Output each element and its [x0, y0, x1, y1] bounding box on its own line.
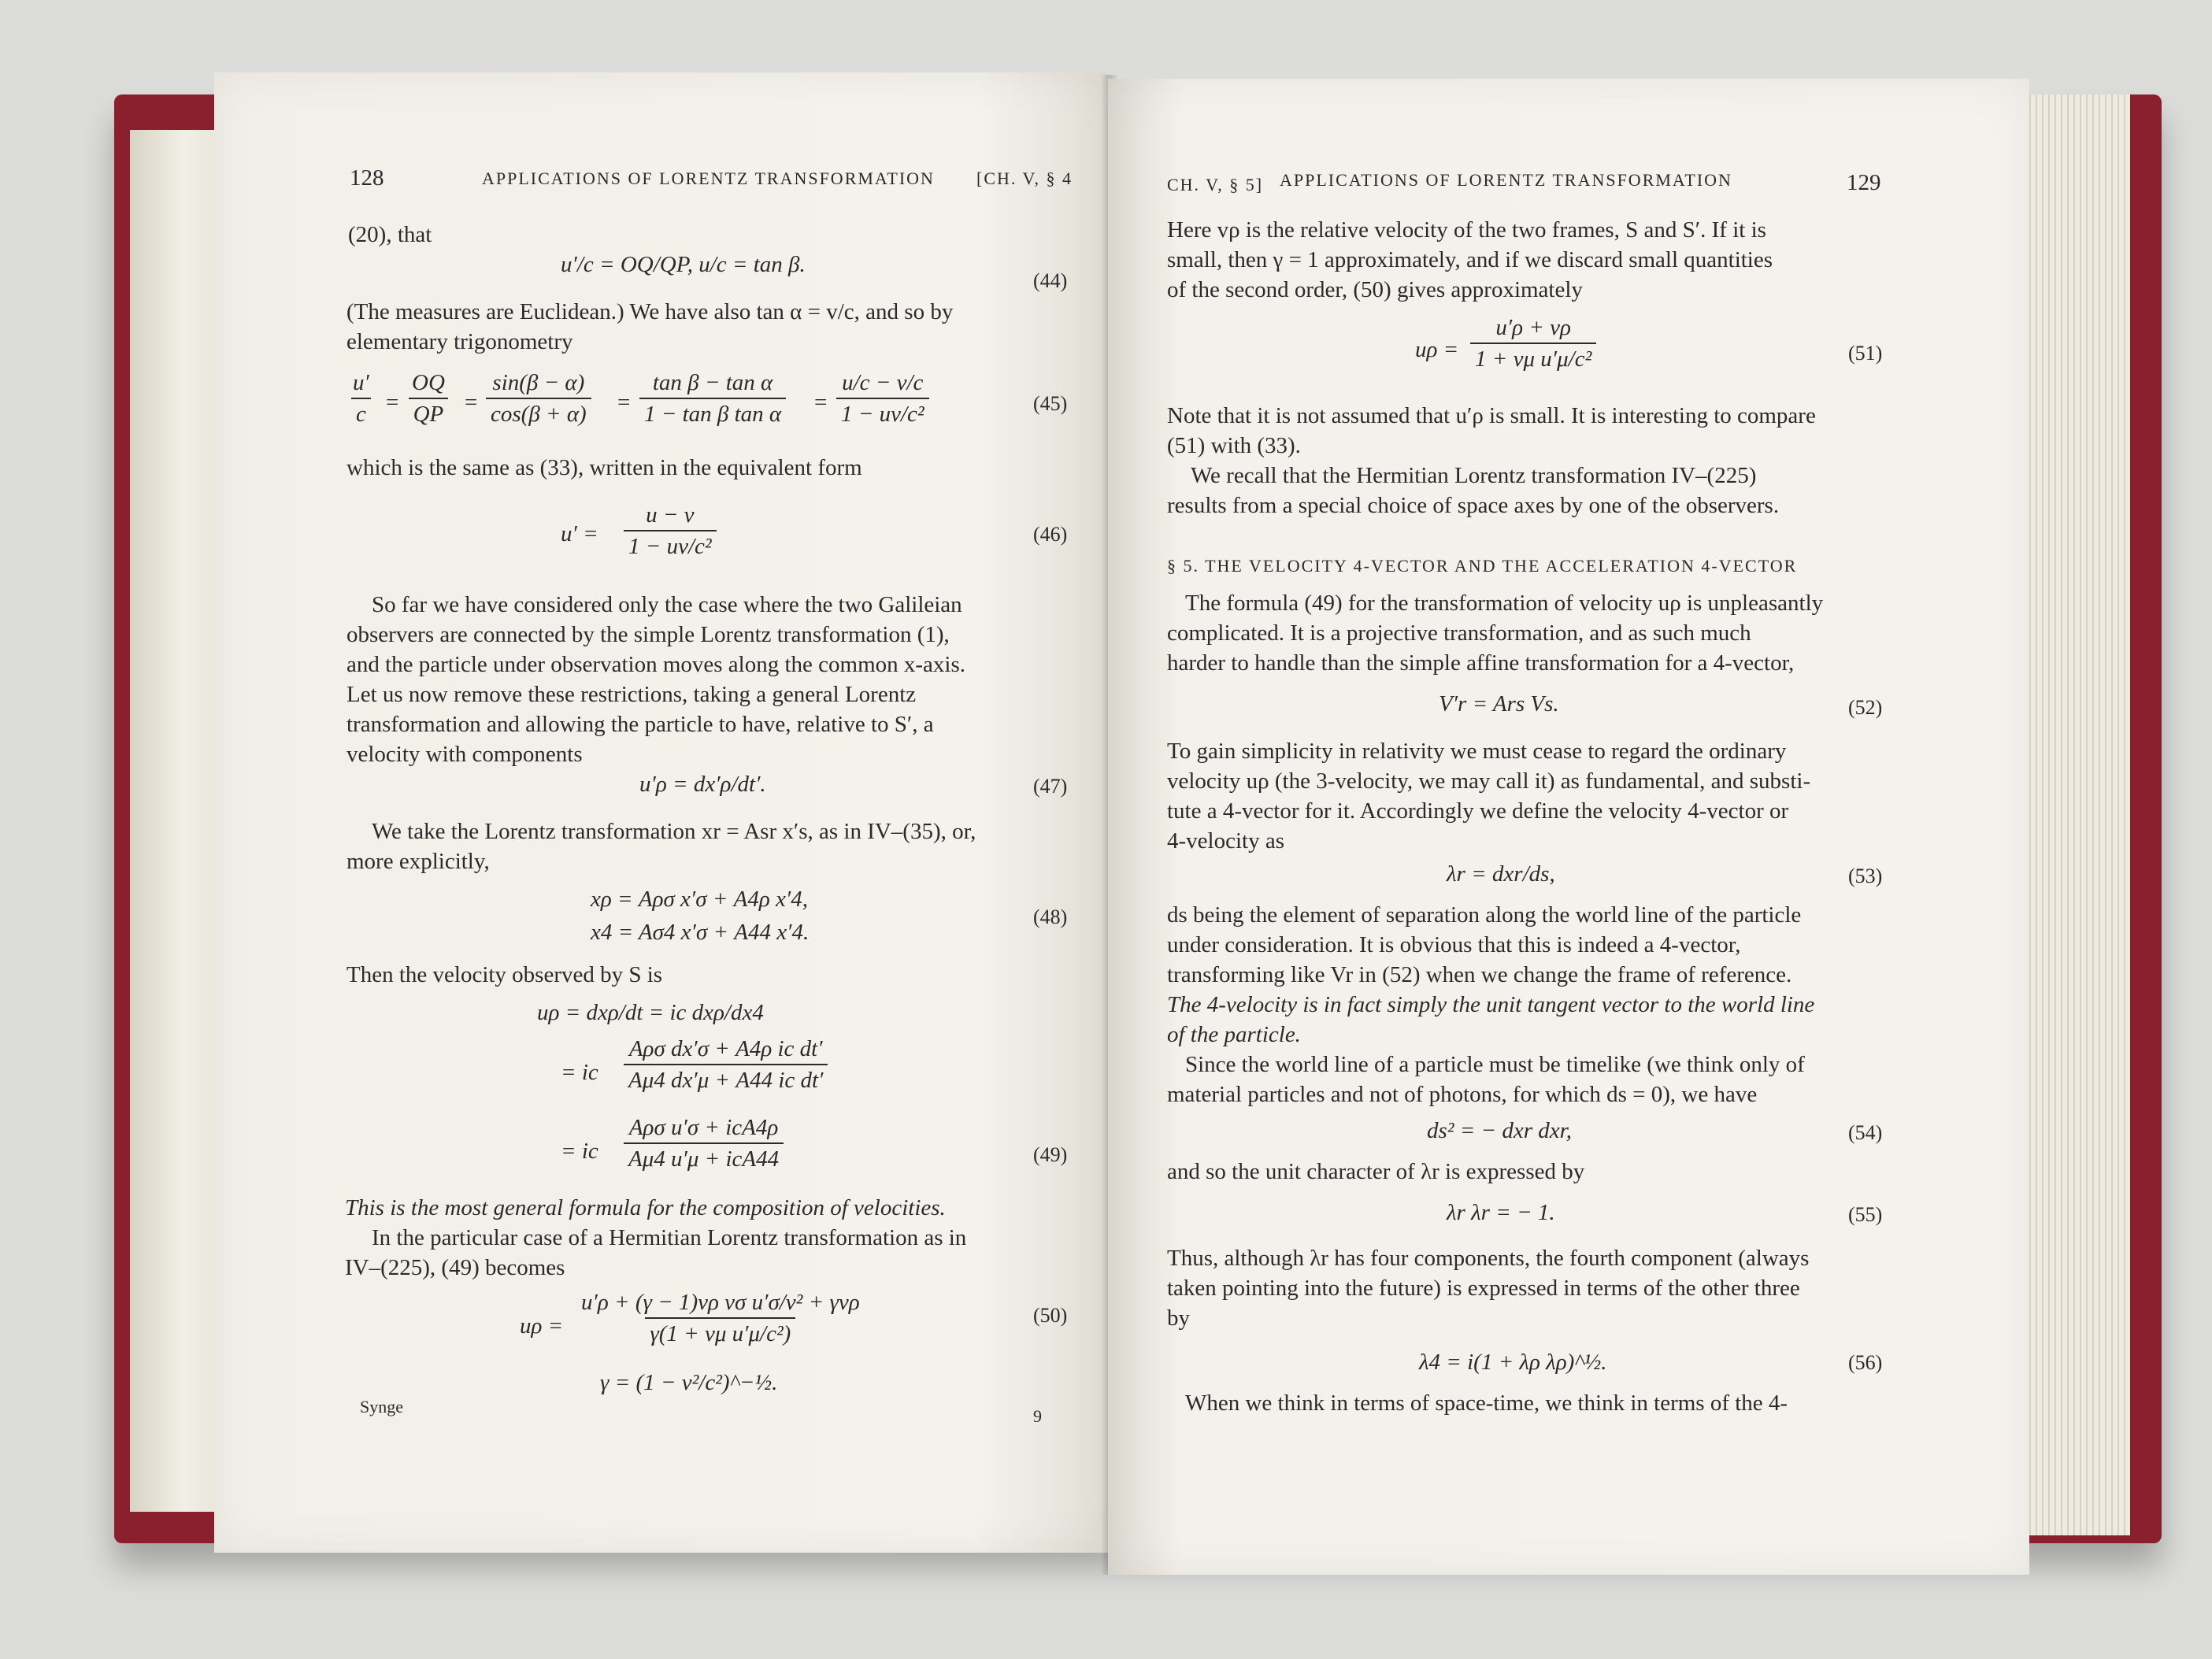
text-line: material particles and not of photons, for which ds = 0), we have: [1167, 1082, 1758, 1107]
equation-number: (56): [1848, 1351, 1883, 1374]
equation-51-lhs: uρ =: [1415, 337, 1459, 362]
equals-sign: =: [465, 390, 478, 415]
fraction: $\frac{u - v}{\text{1 − uv/c²}}$: [624, 504, 717, 558]
page-number: 128: [350, 165, 384, 191]
chapter-ref: [CH. V, § 4: [976, 168, 1073, 188]
text-line: which is the same as (33), written in the equivalent form: [346, 455, 862, 480]
text-line: elementary trigonometry: [346, 329, 573, 354]
text-line: harder to handle than the simple affine transformation for a 4-vector,: [1167, 650, 1795, 676]
fraction: $\frac{u'\rho + v\rho}{\text{1 + vμ u′μ/c²}}$: [1470, 317, 1596, 371]
left-page: [214, 72, 1108, 1553]
equation-number: (50): [1033, 1304, 1068, 1327]
running-head: APPLICATIONS OF LORENTZ TRANSFORMATION: [482, 168, 935, 188]
text-line-italic: This is the most general formula for the composition of velocities.: [345, 1195, 946, 1220]
fraction: $\frac{u/c - v/c}{\text{1 − uv/c²}}$: [836, 372, 929, 426]
text-line: When we think in terms of space-time, we think in terms of the 4-: [1185, 1391, 1788, 1416]
text-line: So far we have considered only the case where the two Galileian: [372, 592, 962, 617]
text-line: We recall that the Hermitian Lorentz transformation IV–(225): [1191, 463, 1757, 488]
equation-number: (51): [1848, 342, 1883, 365]
equation-55: λr λr = − 1.: [1447, 1200, 1555, 1225]
equation-48a: xρ = Aρσ x′σ + A4ρ x′4,: [591, 887, 808, 912]
chapter-ref: CH. V, § 5]: [1167, 175, 1264, 194]
text-line: Note that it is not assumed that u′ρ is small. It is interesting to compare: [1167, 403, 1816, 428]
equation-54: ds² = − dxr dxr,: [1427, 1118, 1572, 1143]
equation-53: λr = dxr/ds,: [1447, 861, 1555, 887]
text-line: velocity with components: [346, 742, 583, 767]
text-line: To gain simplicity in relativity we must cease to regard the ordinary: [1167, 739, 1787, 764]
equals-sign: =: [386, 390, 399, 415]
signature-mark: 9: [1033, 1406, 1042, 1426]
equation-52: V′r = Ars Vs.: [1439, 691, 1559, 717]
equation-49a: uρ = dxρ/dt = ic dxρ/dx4: [537, 1000, 764, 1025]
fraction: $\frac{\text{tan β − tan α}}{\text{1 − tan β tan α}}$: [639, 372, 786, 426]
fraction: Aρσ u′σ + icA4ρ Aμ4 u′μ + icA44: [624, 1116, 784, 1171]
text-line: complicated. It is a projective transformation, and as such much: [1167, 620, 1751, 646]
text-line: IV–(225), (49) becomes: [345, 1255, 565, 1280]
equation-56: λ4 = i(1 + λρ λρ)^½.: [1419, 1350, 1607, 1375]
text-line: transformation and allowing the particle to have, relative to S′, a: [346, 712, 934, 737]
text-line: Then the velocity observed by S is: [346, 962, 663, 987]
page-edges-right: [2012, 94, 2130, 1535]
equation-number: (48): [1033, 905, 1068, 928]
text-line: velocity uρ (the 3-velocity, we may call it) as fundamental, and substi-: [1167, 768, 1811, 794]
text-line: taken pointing into the future) is expressed in terms of the other three: [1167, 1276, 1800, 1301]
text-line: (20), that: [348, 222, 432, 247]
equals-sign: =: [814, 390, 828, 415]
equation-46-lhs: u′ =: [561, 521, 598, 546]
equals-sign: =: [617, 390, 631, 415]
text-line-italic: The 4-velocity is in fact simply the unit tangent vector to the world line: [1167, 992, 1815, 1017]
text-line: Let us now remove these restrictions, taking a general Lorentz: [346, 682, 917, 707]
footer-author: Synge: [360, 1397, 403, 1416]
text-line: (The measures are Euclidean.) We have also tan α = v/c, and so by: [346, 299, 954, 324]
equation-number: (45): [1033, 392, 1068, 415]
text-line: small, then γ = 1 approximately, and if we discard small quantities: [1167, 247, 1773, 272]
equation-50b: γ = (1 − v²/c²)^−½.: [600, 1370, 778, 1395]
text-line: more explicitly,: [346, 849, 490, 874]
text-line: We take the Lorentz transformation xr = Asr x′s, as in IV–(35), or,: [372, 819, 976, 844]
equation-49b-prefix: = ic: [561, 1060, 598, 1085]
running-head: APPLICATIONS OF LORENTZ TRANSFORMATION: [1280, 170, 1732, 190]
text-line: results from a special choice of space axes by one of the observers.: [1167, 493, 1780, 518]
equation-number: (47): [1033, 775, 1068, 798]
text-line: transforming like Vr in (52) when we change the frame of reference.: [1167, 962, 1792, 987]
equation-44: u′/c = OQ/QP, u/c = tan β.: [561, 252, 806, 277]
text-line: observers are connected by the simple Lorentz transformation (1),: [346, 622, 950, 647]
fraction: Aρσ dx′σ + A4ρ ic dt′ Aμ4 dx′μ + A44 ic dt′: [624, 1038, 828, 1092]
text-line: In the particular case of a Hermitian Lorentz transformation as in: [372, 1225, 967, 1250]
page-number: 129: [1847, 170, 1881, 195]
equation-number: (55): [1848, 1203, 1883, 1226]
text-line: ds being the element of separation along the world line of the particle: [1167, 902, 1802, 928]
text-line: 4-velocity as: [1167, 828, 1284, 854]
equation-49c-prefix: = ic: [561, 1139, 598, 1164]
text-line: of the second order, (50) gives approximately: [1167, 277, 1583, 302]
equation-47: u′ρ = dx′ρ/dt′.: [639, 772, 766, 797]
fraction: $\frac{\sin(\beta - \alpha)}{\cos(\beta + \alpha)}$: [486, 372, 591, 426]
text-line: and so the unit character of λr is expressed by: [1167, 1159, 1585, 1184]
equation-number: (53): [1848, 865, 1883, 887]
text-line: by: [1167, 1305, 1190, 1331]
fraction: u′ρ + (γ − 1)vρ vσ u′σ/v² + γvρ γ(1 + vμ u′μ/c²): [581, 1290, 860, 1346]
fraction: $\frac{OQ}{QP}$: [407, 372, 450, 426]
text-line: The formula (49) for the transformation of velocity uρ is unpleasantly: [1185, 591, 1824, 616]
text-line: tute a 4-vector for it. Accordingly we define the velocity 4-vector or: [1167, 798, 1789, 824]
equation-number: (46): [1033, 523, 1068, 546]
text-line-italic: of the particle.: [1167, 1022, 1301, 1047]
equation-number: (54): [1848, 1121, 1883, 1144]
text-line: (51) with (33).: [1167, 433, 1301, 458]
equation-number: (49): [1033, 1143, 1068, 1166]
text-line: Since the world line of a particle must be timelike (we think only of: [1185, 1052, 1805, 1077]
text-line: under consideration. It is obvious that this is indeed a 4-vector,: [1167, 932, 1741, 957]
equation-number: (52): [1848, 696, 1883, 719]
section-heading: § 5. THE VELOCITY 4-VECTOR AND THE ACCELERATION 4-VECTOR: [1167, 556, 1798, 576]
equation-48b: x4 = Aσ4 x′σ + A44 x′4.: [591, 920, 810, 945]
text-line: Here vρ is the relative velocity of the two frames, S and S′. If it is: [1167, 217, 1766, 243]
text-line: Thus, although λr has four components, the fourth component (always: [1167, 1246, 1810, 1271]
page-edges-left: [130, 130, 220, 1512]
equation-50-lhs: uρ =: [520, 1313, 564, 1339]
right-page: [1108, 79, 2029, 1575]
fraction: $\frac{u'}{c}$: [348, 372, 374, 426]
text-line: and the particle under observation moves along the common x-axis.: [346, 652, 966, 677]
equation-number: (44): [1033, 269, 1068, 292]
